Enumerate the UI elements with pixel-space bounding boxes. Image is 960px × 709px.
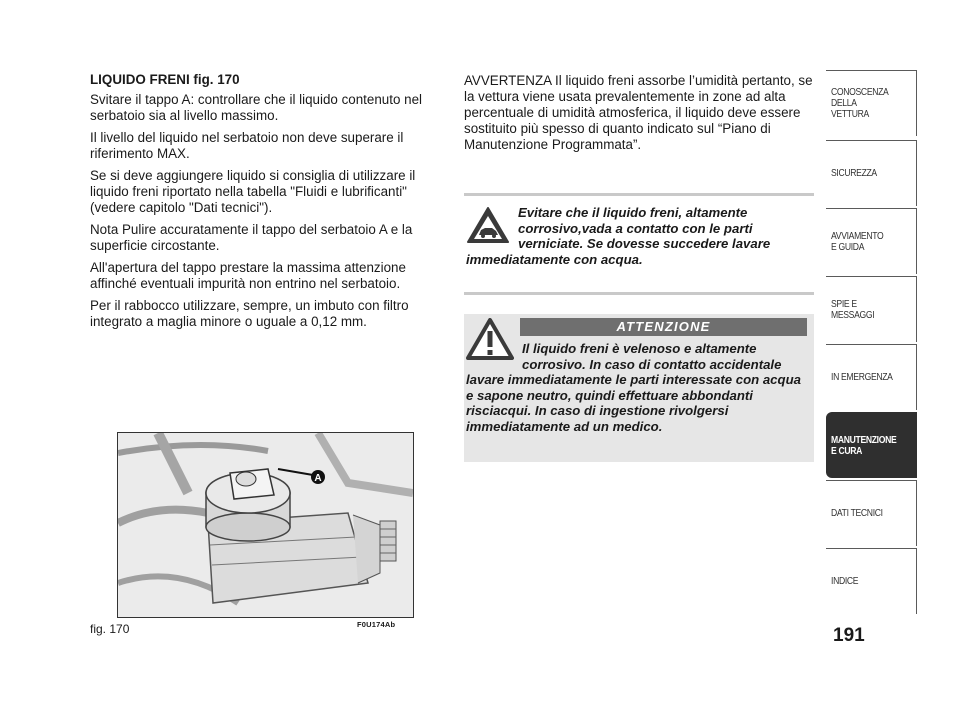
paragraph: Svitare il tappo A: controllare che il liquido contenuto nel serbatoio sia al livello massimo. [90,92,422,123]
caution-text: Evitare che il liquido freni, altamente corrosivo,vada a contatto con le parti verniciate. Se dovesse succedere lavare immediatamente con acqua. [466,205,771,267]
attention-text: Il liquido freni è velenoso e altamente corrosivo. In caso di contatto accidentale lavare immediatamente le parti interessate con acqua e sapone neutro, quindi effettuare abbondanti risciacqui. In caso di ingestione rivolgersi immediatamente ad un medico. [466,341,801,434]
tab-label: CONOSCENZA DELLA VETTURA [831,86,889,120]
sidebar-tab-emergenza[interactable] [826,344,917,410]
paragraph: Se si deve aggiungere liquido si consiglia di utilizzare il liquido freni riportato nella tabella "Fluidi e lubrificanti" (vedere capitolo "Dati tecnici"). [90,168,416,215]
tab-label: IN EMERGENZA [831,371,893,383]
sidebar-tab-sicurezza[interactable] [826,140,917,206]
divider [464,193,814,196]
attention-banner: ATTENZIONE [520,318,807,336]
sidebar-tab-avviamento[interactable] [826,208,917,274]
tab-label: SICUREZZA [831,167,877,179]
sidebar-tab-spie[interactable] [826,276,917,342]
paragraph: Per il rabbocco utilizzare, sempre, un imbuto con filtro integrato a maglia minore o uguale a 0,12 mm. [90,298,409,329]
divider [464,292,814,295]
figure-caption: fig. 170 [90,622,130,636]
paragraph: Nota Pulire accuratamente il tappo del serbatoio A e la superficie circostante. [90,222,413,253]
section-heading: LIQUIDO FRENI fig. 170 [90,72,240,87]
sidebar-tab-dati-tecnici[interactable] [826,480,917,546]
page-number: 191 [833,625,865,646]
tab-label: MANUTENZIONE E CURA [831,433,897,457]
sidebar-tab-indice[interactable] [826,548,917,614]
sidebar-tab-conoscenza[interactable] [826,70,917,136]
left-column [90,72,436,336]
warning-paragraph: AVVERTENZA Il liquido freni assorbe l’umidità pertanto, se la vettura viene usata prevalentemente in zone ad alta percentuale di umidità atmosferica, il liquido deve essere sostituito più spesso di quanto indicato sul “Piano di Manutenzione Programmata”. [464,73,813,152]
paragraph: Il livello del liquido nel serbatoio non deve superare il riferimento MAX. [90,130,404,161]
callout-label: A [314,473,322,484]
figure-code: F0U174Ab [357,620,396,629]
reservoir-illustration [118,433,413,617]
tab-label: SPIE E MESSAGGI [831,297,875,321]
paragraph: All'apertura del tappo prestare la massima attenzione affinché eventuali impurità non entrino nel serbatoio. [90,260,406,291]
brake-fluid-reservoir-figure [117,432,414,618]
tab-label: DATI TECNICI [831,507,883,519]
tab-label: AVVIAMENTO E GUIDA [831,229,884,253]
tab-label: INDICE [831,575,859,587]
sidebar-tab-manutenzione[interactable] [826,412,917,478]
